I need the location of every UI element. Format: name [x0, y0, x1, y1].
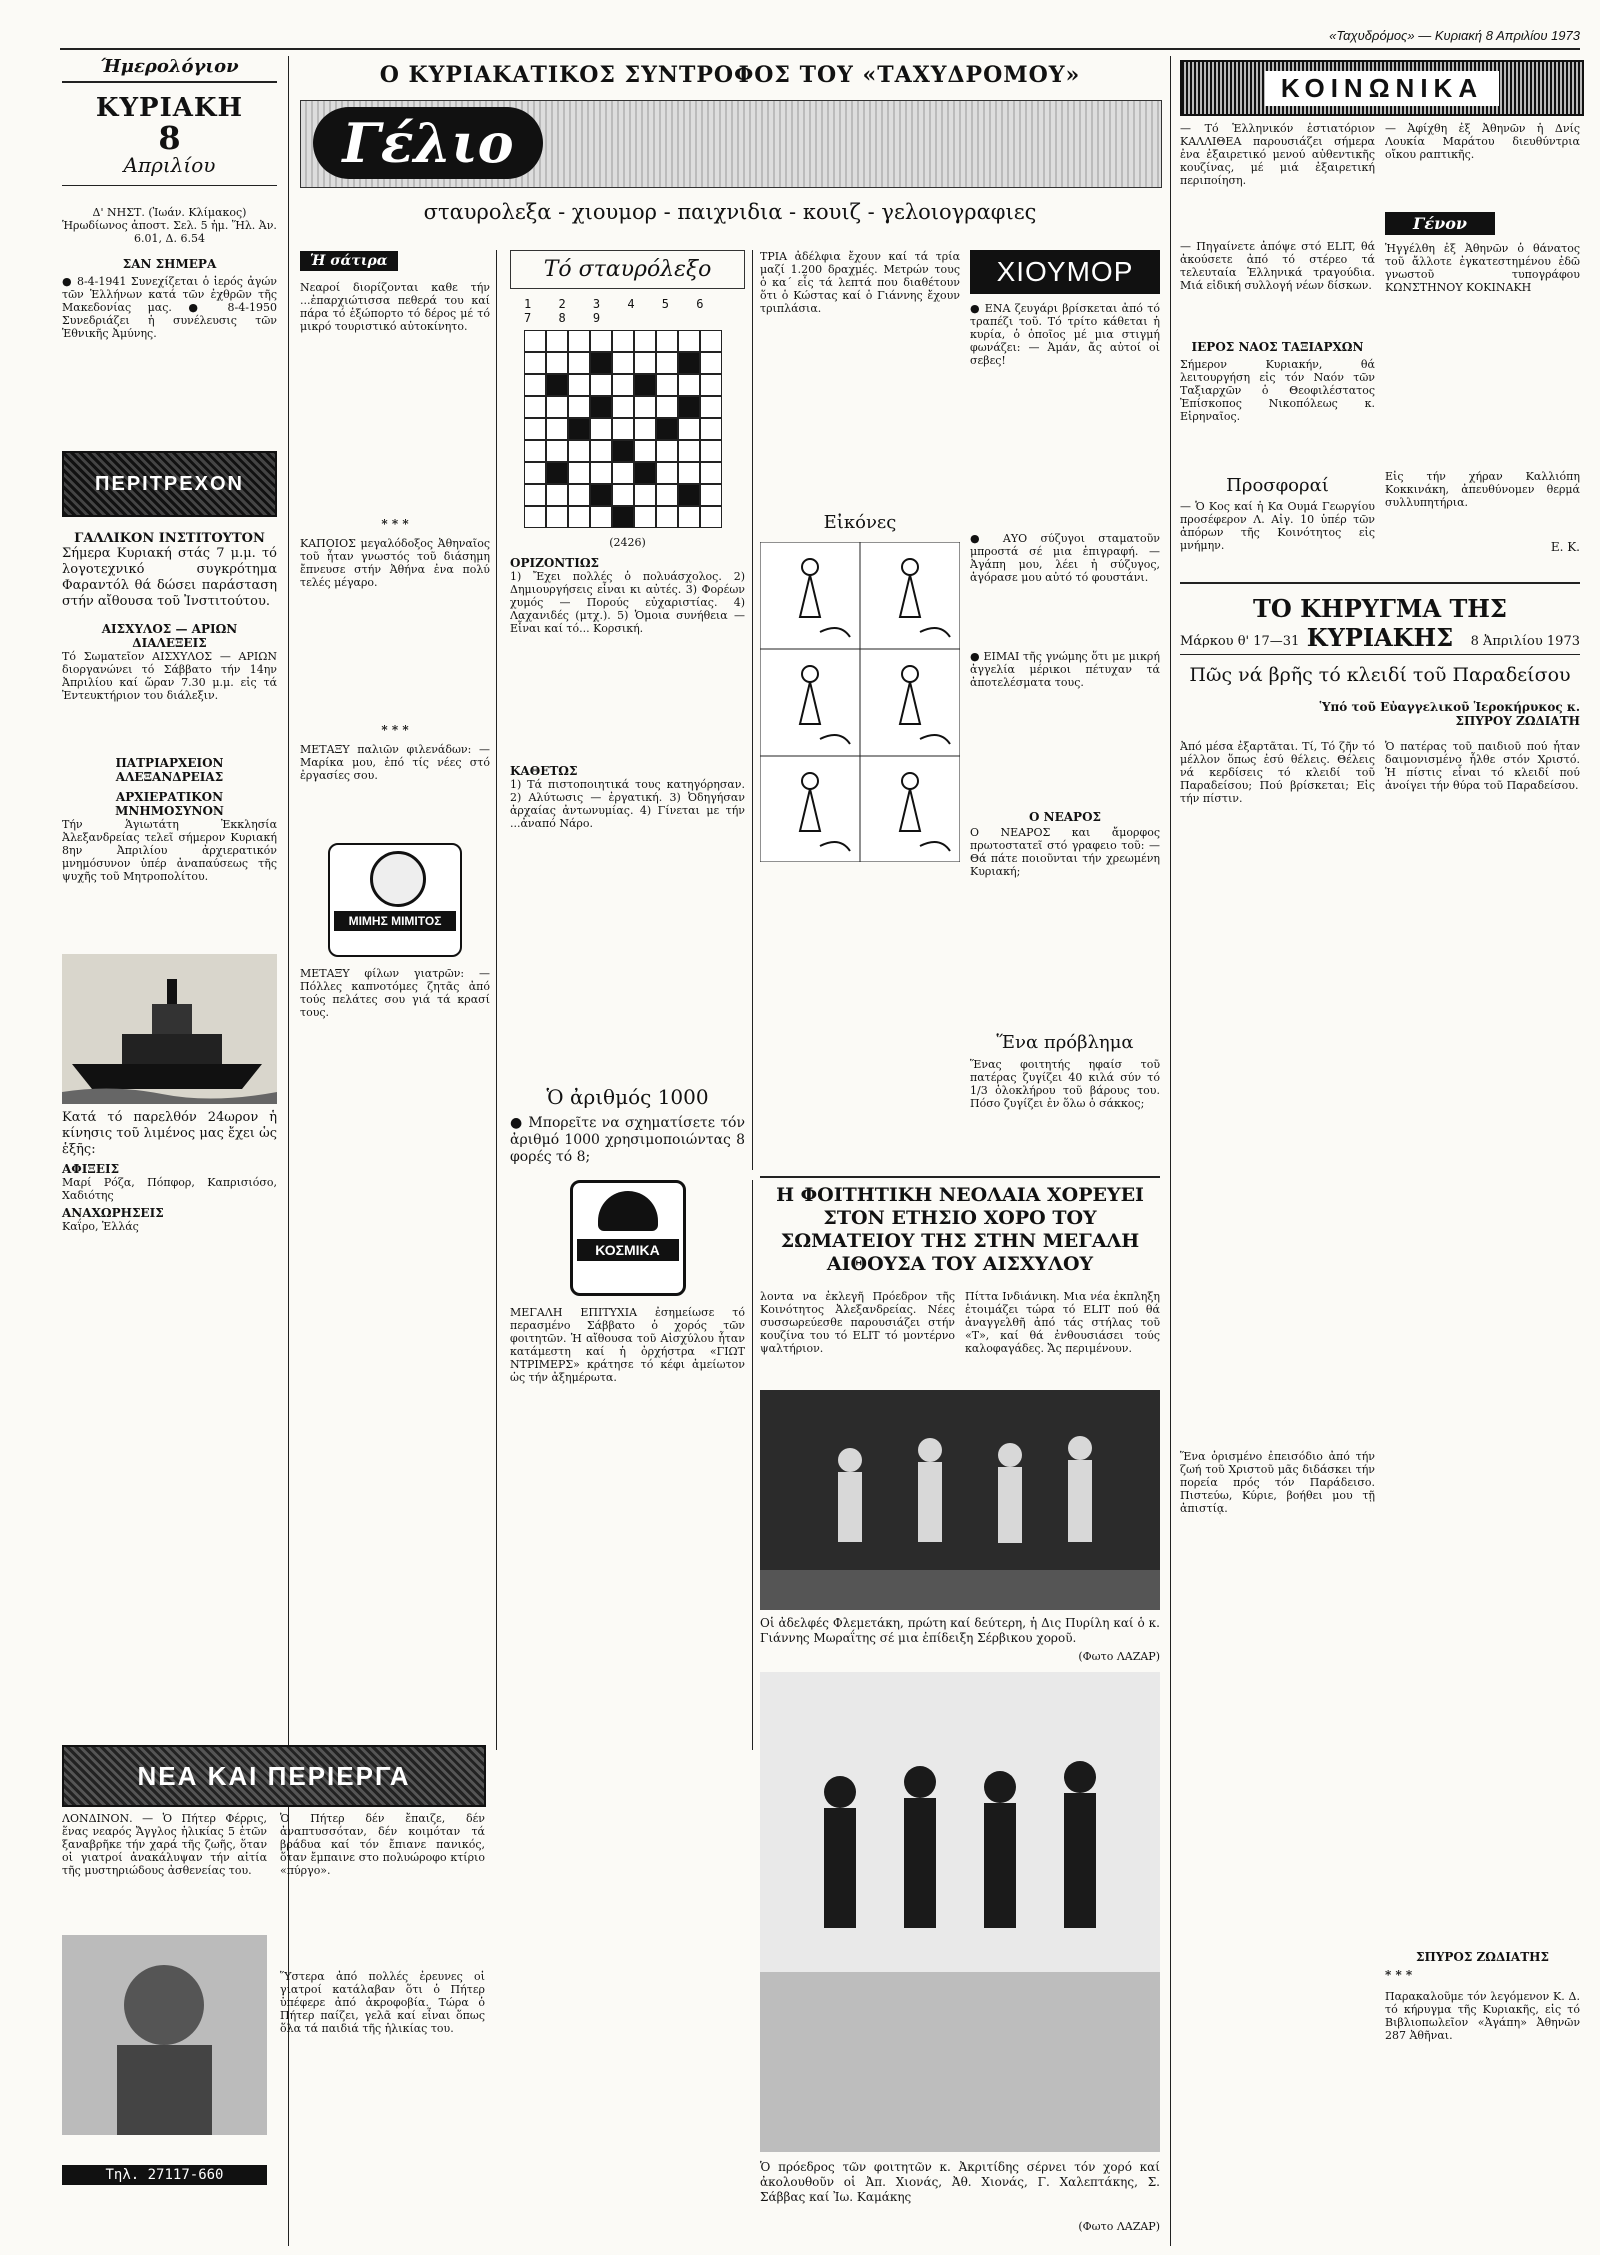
metaxy-giatron-text: ΜΕΤΑΞΥ φίλων γιατρῶν: — Πόλλες καπνοτόμες ζητᾶς ἀπό τούς πελάτες σου γιά τά κρασί τους. — [300, 967, 490, 1019]
kirygma-text-1: Ἀπό μέσα ἐξαρτᾶται. Τί, Τό ζῆν τό μέλλον ὅπως ἐσύ θέλεις. Θέλεις νά κερδίσεις τό κλειδί τοῦ Παραδείσου; Πού βρίσκεται; Εἰς τήν πίστιν. — [1180, 740, 1375, 805]
crossword-cell — [590, 396, 612, 418]
calendar-saints: Δ' ΝΗΣΤ. (Ἰωάν. Κλίμακος) Ἡρωδίωνος ἀποστ. Σελ. 5 ἡμ. Ἥλ. Ἀν. 6.01, Δ. 6.54 — [62, 206, 277, 245]
crossword-cell — [656, 396, 678, 418]
crossword-cell — [546, 440, 568, 462]
foititiki-top-rule — [760, 1176, 1160, 1178]
san-simera-heading: ΣΑΝ ΣΗΜΕΡΑ — [122, 257, 217, 271]
kosmika-column — [510, 1180, 745, 1780]
anaxoriseis-list: Καΐρο, Ἑλλάς — [62, 1220, 139, 1233]
kirygma-text-2: Ἕνα ὁρισμένο ἐπεισόδιο ἀπό τήν ζωή τοῦ Χριστοῦ μᾶς διδάσκει τήν πορεία πρός τόν Παράδεισο. Πιστεύω, Κύριε, βοήθει μου τῇ ἀπιστίᾳ. — [1180, 1450, 1375, 1515]
aisxylos-heading: ΑΙΣΧΥΛΟΣ — ΑΡΙΩΝ — [101, 622, 238, 636]
crossword-cell — [678, 418, 700, 440]
afixeis-list: Μαρί Ρόζα, Πόπφορ, Καπρισιόσο, Χαδιότης — [62, 1176, 277, 1202]
koinonika-banner — [1180, 60, 1584, 116]
crossword-cell — [590, 506, 612, 528]
kirygma-stars: * * * — [1385, 1968, 1413, 1982]
crossword-cell — [700, 374, 722, 396]
eikones-puzzle — [760, 542, 960, 862]
crossword-cell — [634, 484, 656, 506]
crossword-cell — [634, 352, 656, 374]
crossword-cell — [546, 506, 568, 528]
orizontios-heading: ΟΡΙΖΟΝΤΙΩΣ — [510, 556, 599, 570]
institute-text: Σήμερα Κυριακή στάς 7 μ.μ. τό λογοτεχνικό συγκρότημα Φαραντόλ θά δώσει παράσταση στήν αἴθουσα τοῦ Ἰνστιτούτου. — [62, 546, 277, 609]
calendar-title: Ήμερολόγιον — [62, 56, 277, 83]
crossword-cell — [678, 352, 700, 374]
crossword-cell — [634, 506, 656, 528]
peritrexon-banner — [62, 451, 277, 517]
koinonika-title: ΚΟΙΝΩΝΙΚΑ — [1265, 71, 1499, 106]
anaxoriseis-heading: ΑΝΑΧΩΡΗΣΕΙΣ — [62, 1206, 164, 1220]
mimis-face-icon — [370, 851, 426, 907]
foititiki-headline: Η ΦΟΙΤΗΤΙΚΗ ΝΕΟΛΑΙΑ ΧΟΡΕΥΕΙ ΣΤΟΝ ΕΤΗΣΙΟ ΧΟΡΟ ΤΟΥ ΣΩΜΑΤΕΙΟΥ ΤΗΣ ΣΤΗΝ ΜΕΓΑΛΗ ΑΙΘΟΥΣΑ ΤΟΥ ΑΙΣΧΥΛΟΥ — [776, 1184, 1144, 1275]
genon-text-2: Εἰς τήν χήραν Καλλιόπη Κοκκινάκη, ἀπευθύνομεν θερμά συλλυπητήρια. — [1385, 470, 1580, 509]
crossword-cell — [546, 352, 568, 374]
crossword-cell — [546, 418, 568, 440]
crossword-cell — [612, 396, 634, 418]
crossword-number: (2426) — [609, 536, 646, 549]
crossword-cell — [524, 506, 546, 528]
ieros-heading: ΙΕΡΟΣ ΝΑΟΣ ΤΑΞΙΑΡΧΩΝ — [1191, 340, 1364, 354]
crossword-cell — [546, 396, 568, 418]
kosmika-rule — [752, 1180, 753, 1750]
crossword-cell — [634, 396, 656, 418]
crossword-cell — [656, 330, 678, 352]
arithmos-text: ● Μπορεῖτε να σχηματίσετε τόν ἀριθμό 1000 χρησιμοποιώντας 8 φορές τό 8; — [510, 1115, 745, 1165]
crossword-cell — [656, 418, 678, 440]
history-text: ● 8-4-1941 Συνεχίζεται ὁ ἱερός ἀγών τῶν Ἑλλήνων κατά τῶν ἐχθρῶν τῆς Μακεδονίας μας. ● 8-4-1950 Συνεδριάζει ἡ συνέλευσις τῶν Ἑθνικῆς Ἀμύνης. — [62, 275, 277, 340]
crossword-cell — [524, 396, 546, 418]
kirygma-top-rule — [1180, 582, 1580, 584]
nea-phone: Τηλ. 27117-660 — [62, 2165, 267, 2185]
ship-caption: Κατά τό παρελθόν 24ωρον ἡ κίνησις τοῦ λιμένος μας ἔχει ὡς ἑξῆς: — [62, 1110, 277, 1157]
gelio-logo: Γέλιο — [313, 107, 543, 179]
kirygma-date: 8 Ἀπριλίου 1973 — [1470, 634, 1580, 649]
kosmika-glass-icon — [598, 1191, 658, 1231]
satira-text: Νεαροί διορίζονται καθε τήν ...ἐπαρχιώτισσα πεθερά του καί πάρα τό ἐξώπορτο τό δέρος μέ τό μικρό τουριστικό αὐτοκίνητο. — [300, 281, 490, 333]
dance-photo-1 — [760, 1390, 1160, 1610]
crossword-cell — [524, 484, 546, 506]
crossword-cell — [634, 440, 656, 462]
right-col-rule — [1170, 56, 1171, 2246]
nea-title: ΝΕΑ ΚΑΙ ΠΕΡΙΕΡΓΑ — [137, 1760, 411, 1791]
xioumor-intro: ΤΡΙΑ ἀδέλφια ἔχουν καί τά τρία μαζί 1.200 δραχμές. Μετρών τους ὁ κα΄ εἷς τά λεπτά που διαθέτουν ὅτι ὁ Κώστας καί ὁ Γιάννης ἔχουν τριπλάσια. — [760, 250, 960, 315]
crossword-cell — [634, 418, 656, 440]
crossword-cell — [568, 418, 590, 440]
ship-illustration — [62, 954, 277, 1104]
arithmos-heading: Ὁ ἀριθμός 1000 — [546, 1085, 709, 1109]
crossword-cell — [546, 484, 568, 506]
mimis-cartoon — [328, 843, 462, 957]
crossword-cell — [678, 330, 700, 352]
nea-text-2: Ὁ Πήτερ δέν ἔπαιζε, δέν ἀναπτυσσόταν, δέν κοιμόταν τά βράδυα καί τόν ἔπιανε πανικός, ὅταν ἔμπαινε στο πολυώροφο κτίριο «πύργο». — [280, 1812, 485, 1877]
crossword-cell — [590, 374, 612, 396]
crossword-cell — [678, 462, 700, 484]
crossword-cell — [590, 352, 612, 374]
kirygma-ref: Μάρκου θ' 17—31 — [1180, 634, 1300, 649]
mimis-label: ΜΙΜΗΣ ΜΙΜΙΤΟΣ — [334, 911, 456, 931]
mnimosyno-heading: ΑΡΧΙΕΡΑΤΙΚΟΝ ΜΝΗΜΟΣΥΝΟΝ — [115, 790, 224, 818]
crossword-cell — [546, 462, 568, 484]
xioumor-joke-3: ● ΕΙΜΑΙ τῆς γνώμης ὅτι με μικρή ἀγγελία μέρικοι πέτυχαν τά ἀποτελέσματα τους. — [970, 650, 1160, 689]
kirygma-text-3: Ὁ πατέρας τοῦ παιδιοῦ πού ἦταν δαιμονισμένο ἦλθε στόν Χριστό. Ἡ πίστις εἶναι τό κλειδί πού ἀνοίγει τήν θύρα τοῦ Παραδείσου. — [1385, 740, 1580, 792]
kirygma-author: Ὑπό τοῦ Εὐαγγελικοῦ Ἱεροκήρυκος κ. ΣΠΥΡΟΥ ΖΩΔΙΑΤΗ — [1319, 700, 1580, 728]
xioumor-title: ΧΙΟΥΜΟΡ — [970, 250, 1160, 294]
satira-heading: Ἡ σάτιρα — [300, 251, 398, 271]
crossword-rule — [752, 250, 753, 1170]
gelio-top-title: Ο ΚΥΡΙΑΚΑΤΙΚΟΣ ΣΥΝΤΡΟΦΟΣ ΤΟΥ «ΤΑΧΥΔΡΟΜΟΥ» — [379, 62, 1081, 88]
kirygma-subtitle: Πῶς νά βρῆς τό κλειδί τοῦ Παραδείσου — [1189, 664, 1571, 686]
arithmos-box — [510, 1085, 745, 1166]
neapos-text: Ο ΝΕΑΡΟΣ και ἄμορφος πρωτοστατεῖ στό γραφειο τοῦ: — Θά πάτε ποιοῦνται τήν χρεωμένη Κυριακή; — [970, 826, 1160, 878]
xioumor-joke-1: ● ΕΝΑ ζευγάρι βρίσκεται ἀπό τό τραπέζι τοῦ. Τό τρίτο κάθεται ἡ κυρία, ὁ ὁποῖος μέ μια στιγμή φωνάζει: — Ἀμάν, ἄς αὐτοί οἱ σεβες! — [970, 302, 1160, 367]
crossword-cell — [568, 396, 590, 418]
dance-photo-1-caption: Οἱ ἀδελφές Φλεμετάκη, πρώτη καί δεύτερη, ἡ Δις Πυρίλη καί ὁ κ. Γιάννης Μωραΐτης σέ μια ἐπίδειξη Σέρβικου χοροῦ. — [760, 1616, 1160, 1645]
dance-photo-1-credit: (Φωτο ΛΑΖΑΡ) — [1078, 1650, 1160, 1663]
crossword-cell — [546, 374, 568, 396]
provlima-heading: Ἕνα πρόβλημα — [996, 1032, 1134, 1053]
crossword-cell — [678, 374, 700, 396]
crossword-cell — [590, 440, 612, 462]
kirygma-coda: Παρακαλοῦμε τόν λεγόμενον Κ. Δ. τό κήρυγμα τῆς Κυριακῆς, εἰς τό Βιβλιοπωλεῖον «Ἀγάπη» Ἀθηνῶν 287 Ἀθῆναι. — [1385, 1990, 1580, 2042]
crossword-cell — [634, 374, 656, 396]
crossword-cell — [568, 374, 590, 396]
crossword-grid — [524, 330, 722, 528]
crossword-cell — [700, 484, 722, 506]
crossword-cell — [612, 374, 634, 396]
crossword-cell — [656, 506, 678, 528]
gelio-subtitle: σταυρολεξα - χιουμορ - παιχνιδια - κουιζ - γελοιογραφιες — [423, 200, 1037, 224]
nea-banner — [62, 1745, 486, 1807]
peritrexon-label: ΠΕΡΙΤΡΕΧΟΝ — [95, 472, 244, 495]
ieros-text: Σήμερον Κυριακήν, θά λειτουργήση εἰς τόν Ναόν τῶν Ταξιαρχῶν ὁ Θεοφιλέστατος Ἐπίσκοπος Νικοπόλεως κ. Εἰρηναῖος. — [1180, 358, 1375, 423]
crossword-cell — [612, 418, 634, 440]
running-head: «Ταχυδρόμος» — Κυριακή 8 Απριλίου 1973 — [1329, 28, 1580, 43]
metaxy-text: ΜΕΤΑΞΥ παλιῶν φιλενάδων: — Μαρίκα μου, ἐπό τίς νέες στό ἐργασίες σου. — [300, 743, 490, 782]
crossword-cell — [524, 352, 546, 374]
provlima-text: Ἕνας φοιτητής ηφαίσ τοῦ πατέρας ζυγίζει 40 κιλά σύν τό 1/3 ὁλοκλήρου τοῦ βάρους του. Πόσο ζυγίζει ἐν ὅλω ὁ σάκκος; — [970, 1058, 1160, 1110]
orizontios-text: 1) Ἔχει πολλές ὁ πολυάσχολος. 2) Δημιουργήσεις εἶναι κι αὐτές. 3) Φορέων χυμός — Πορούς εὐχαριστίας. 4) Λαχανιδές (μτχ.). 5) Ὁμοια συνήθεια — Εἶναι καί τό... Κορσική. — [510, 570, 745, 635]
crossword-cell — [568, 352, 590, 374]
crossword-cell — [590, 418, 612, 440]
grid-numbers: 1 2 3 4 5 6 7 8 9 — [524, 297, 714, 325]
crossword-cell — [656, 374, 678, 396]
crossword-cell — [612, 484, 634, 506]
crossword-cell — [700, 506, 722, 528]
dance-photo-2-credit: (Φωτο ΛΑΖΑΡ) — [1078, 2220, 1160, 2233]
crossword-cell — [656, 462, 678, 484]
crossword-cell — [700, 352, 722, 374]
genon-heading: Γένον — [1385, 212, 1495, 235]
crossword-cell — [634, 462, 656, 484]
xioumor-joke-2: ● ΑΥΟ σύζυγοι σταματοῦν μπροστά σέ μια ἐπιγραφή. — Ἀγάπη μου, λέει ἡ σύζυγος, ἀγόρασε μου αὐτό τό φουστάνι. — [970, 532, 1160, 584]
crossword-cell — [612, 440, 634, 462]
kapoios-text: ΚΑΠΟΙΟΣ μεγαλόδοξος Ἀθηναῖος τοῦ ἦταν γνωστός τοῦ διάσημη ἔπνευσε στήν Ἀθήνα ἐνα πολύ τελές μέγαρο. — [300, 537, 490, 589]
crossword-cell — [546, 330, 568, 352]
prosfora-heading: Προσφοραί — [1226, 475, 1329, 496]
crossword-cell — [700, 462, 722, 484]
crossword-cell — [612, 330, 634, 352]
crossword-cell — [590, 484, 612, 506]
crossword-cell — [568, 440, 590, 462]
dialexeis-heading: ΔΙΑΛΕΞΕΙΣ — [132, 636, 207, 650]
crossword-cell — [524, 374, 546, 396]
genon-text: Ἡγγέλθη ἐξ Ἀθηνῶν ὁ θάνατος τοῦ ἄλλοτε ἐγκατεστημένου ἐδῶ γνωστοῦ τυπογράφου ΚΩΝΣΤΗΝΟΥ ΚΟΚΙΝΑΚΗ — [1385, 242, 1580, 294]
calendar-date: 8 — [158, 119, 181, 157]
kirygma-mid-rule — [1180, 654, 1580, 655]
nea-text-1: ΛΟΝΔΙΝΟΝ. — Ὁ Πήτερ Φέρρις, ἕνας νεαρός Ἄγγλος ἡλικίας 5 ἐτῶν ξαναβρῆκε τήν χαρά τῆς ζωῆς, ὅταν οἱ γιατροί ἀνακάλυψαν τήν αἰτία τῆς μυστηριώδους ἀσθενείας του. — [62, 1812, 267, 1877]
patriarxeion-heading: ΠΑΤΡΙΑΡΧΕΙΟΝ ΑΛΕΞΑΝΔΡΕΙΑΣ — [115, 756, 224, 784]
boy-photo — [62, 1935, 267, 2135]
foititiki-text-1: λοντα να ἐκλεγῆ Πρόεδρον τῆς Κοινότητος Ἀλεξανδρείας. Νέες συσσωρεύεσθε παρουσιάζει στήν κουζίνα του τό ELIT τό μοντέρνο ψαλτήριον. — [760, 1290, 955, 1355]
satira-rule — [496, 250, 497, 1750]
kosmika-label: ΚΟΣΜΙΚΑ — [577, 1239, 679, 1261]
crossword-cell — [678, 440, 700, 462]
crossword-cell — [656, 484, 678, 506]
afixis-text: — Ἀφίχθη ἐξ Ἀθηνῶν ἡ Δνίς Λουκία Μαράτου διευθύντρια οἴκου ραπτικῆς. — [1385, 122, 1580, 161]
mnimosyno-text: Τήν Ἁγιωτάτη Ἐκκλησία Ἀλεξανδρείας τελεῖ σήμερον Κυριακή 8ην Ἀπριλίου ἀρχιερατικόν μνημόσυνον ὑπέρ ἀναπαύσεως τῆς ψυχῆς τοῦ Μητροπολίτου. — [62, 818, 277, 883]
dialexeis-text: Τό Σωματεῖον ΑΙΣΧΥΛΟΣ — ΑΡΙΩΝ διοργανώνει τό Σάββατο τήν 14ην Ἀπριλίου καί ὥραν 7.30 μ.μ. εἰς τά Ἐντευκτήριον του διάλεξιν. — [62, 650, 277, 702]
crossword-cell — [590, 462, 612, 484]
top-rule — [60, 48, 1580, 50]
crossword-cell — [524, 418, 546, 440]
koinonika-signature: Ε. Κ. — [1550, 540, 1580, 554]
crossword-cell — [700, 330, 722, 352]
crossword-cell — [700, 396, 722, 418]
kapoios-stars: * * * — [381, 517, 409, 531]
kosmika-text: ΜΕΓΑΛΗ ΕΠΙΤΥΧΙΑ ἐσημείωσε τό περασμένο Σάββατο ὁ χορός τῶν φοιτητῶν. Ἡ αἴθουσα τοῦ Αἰσχύλου ἦταν κατάμεστη καί ἡ ὀρχήστρα «ΓΙΩΤ ΝΤΡΙΜΕΡΣ» κράτησε τό κέφι ἀμείωτον ὡς τήν ἀξημέρωτα. — [510, 1306, 745, 1384]
katheta-heading: ΚΑΘΕΤΩΣ — [510, 764, 578, 778]
xioumor-column — [760, 250, 1160, 1170]
dance-photo-2 — [760, 1672, 1160, 2152]
crossword-cell — [634, 330, 656, 352]
crossword-cell — [700, 440, 722, 462]
crossword-cell — [524, 462, 546, 484]
crossword-cell — [524, 330, 546, 352]
stavrolexo-title: Τό σταυρόλεξο — [510, 250, 745, 289]
crossword-cell — [656, 440, 678, 462]
crossword-cell — [700, 418, 722, 440]
kirygma-title: ΤΟ ΚΗΡΥΓΜΑ ΤΗΣ ΚΥΡΙΑΚΗΣ — [1253, 594, 1507, 652]
koinonika-text-2: — Πηγαίνετε ἀπόψε στό ELIT, θά ἀκούσετε ἀπό τό στέρεο τά τελευταία Ἑλληνικά τραγούδια. Μιά εἰδική συλλογή νέων δίσκων. — [1180, 240, 1375, 292]
crossword-cell — [612, 352, 634, 374]
crossword-cell — [612, 462, 634, 484]
koinonika-text-1: — Τό Ἑλληνικόν ἑστιατόριον ΚΑΛΛΙΘΕΑ παρουσιάζει σήμερα ἐνα ἐξαιρετικό μενού αὐθεντικῆς κουζίνας, μέ μιά ἐξαιρετική περιποίηση. — [1180, 122, 1375, 187]
crossword-cell — [568, 330, 590, 352]
crossword-cell — [590, 330, 612, 352]
gelio-logo-banner — [300, 100, 1162, 188]
calendar-month: Απριλίου — [62, 153, 277, 186]
kosmika-logo — [570, 1180, 686, 1296]
dance-photo-2-caption: Ὁ πρόεδρος τῶν φοιτητῶν κ. Ἀκριτίδης σέρνει τόν χορό καί ἀκολουθοῦν οἱ Ἀπ. Χιονάς, Ἀθ. Χιονάς, Γ. Χαλεπτάκης, Σ. Σάββας καί Ἰω. Καμάκης — [760, 2160, 1160, 2204]
crossword-cell — [656, 352, 678, 374]
prosfora-text: — Ὁ Κος καί ἡ Κα Ουμά Γεωργίου προσέφερον Λ. Αἰγ. 10 ὑπέρ τῶν ἀπόρων τῆς Κοινότητος εἰς μνήμην. — [1180, 500, 1375, 552]
neapos-heading: Ο ΝΕΑΡΟΣ — [1028, 810, 1102, 824]
metaxy-stars: * * * — [381, 723, 409, 737]
afixeis-heading: ΑΦΙΞΕΙΣ — [62, 1162, 120, 1176]
crossword-cell — [678, 506, 700, 528]
crossword-cell — [568, 506, 590, 528]
institute-heading: ΓΑΛΛΙΚΟΝ ΙΝΣΤΙΤΟΥΤΟΝ — [74, 531, 265, 546]
crossword-cell — [568, 462, 590, 484]
crossword-cell — [524, 440, 546, 462]
nea-text-3: Ὕστερα ἀπό πολλές ἐρευνες οἱ γιατροί κατάλαβαν ὅτι ὁ Πήτερ ὑπέφερε ἀπό ἀκροφοβία. Τώρα ὁ Πήτερ παίζει, γελᾶ καί εἶναι ὅπως ὅλα τά παιδιά τῆς ἡλικίας του. — [280, 1970, 485, 2035]
foititiki-text-2: Πίττα Ινδιάνικη. Μια νέα ἐκπληξη ἑτοιμάζει τώρα τό ELIT πού θά ἀναγγελθῆ ἀπό τάς στήλας τοῦ «Τ», καί θά ἐνθουσιάσει τούς καλοφαγάδες. Ἄς περιμένουν. — [965, 1290, 1160, 1355]
crossword-cell — [612, 506, 634, 528]
calendar-day: ΚΥΡΙΑΚΗ — [95, 93, 244, 123]
katheta-text: 1) Τά πιστοποιητικά τους κατηγόρησαν. 2) Αλύτωσις — ἐργατική. 3) Ὀδηγήσαν ἀρχαίας ἀντωνυμίας. 4) Γίνεται με τήν ...ἀναπό Νάρο. — [510, 778, 745, 830]
crossword-cell — [568, 484, 590, 506]
kirygma-signoff: ΣΠΥΡΟΣ ΖΩΔΙΑΤΗΣ — [1416, 1950, 1549, 1964]
crossword-cell — [678, 484, 700, 506]
eikones-heading: Εἰκόνες — [823, 512, 897, 533]
crossword-cell — [678, 396, 700, 418]
satira-column — [300, 250, 490, 1730]
